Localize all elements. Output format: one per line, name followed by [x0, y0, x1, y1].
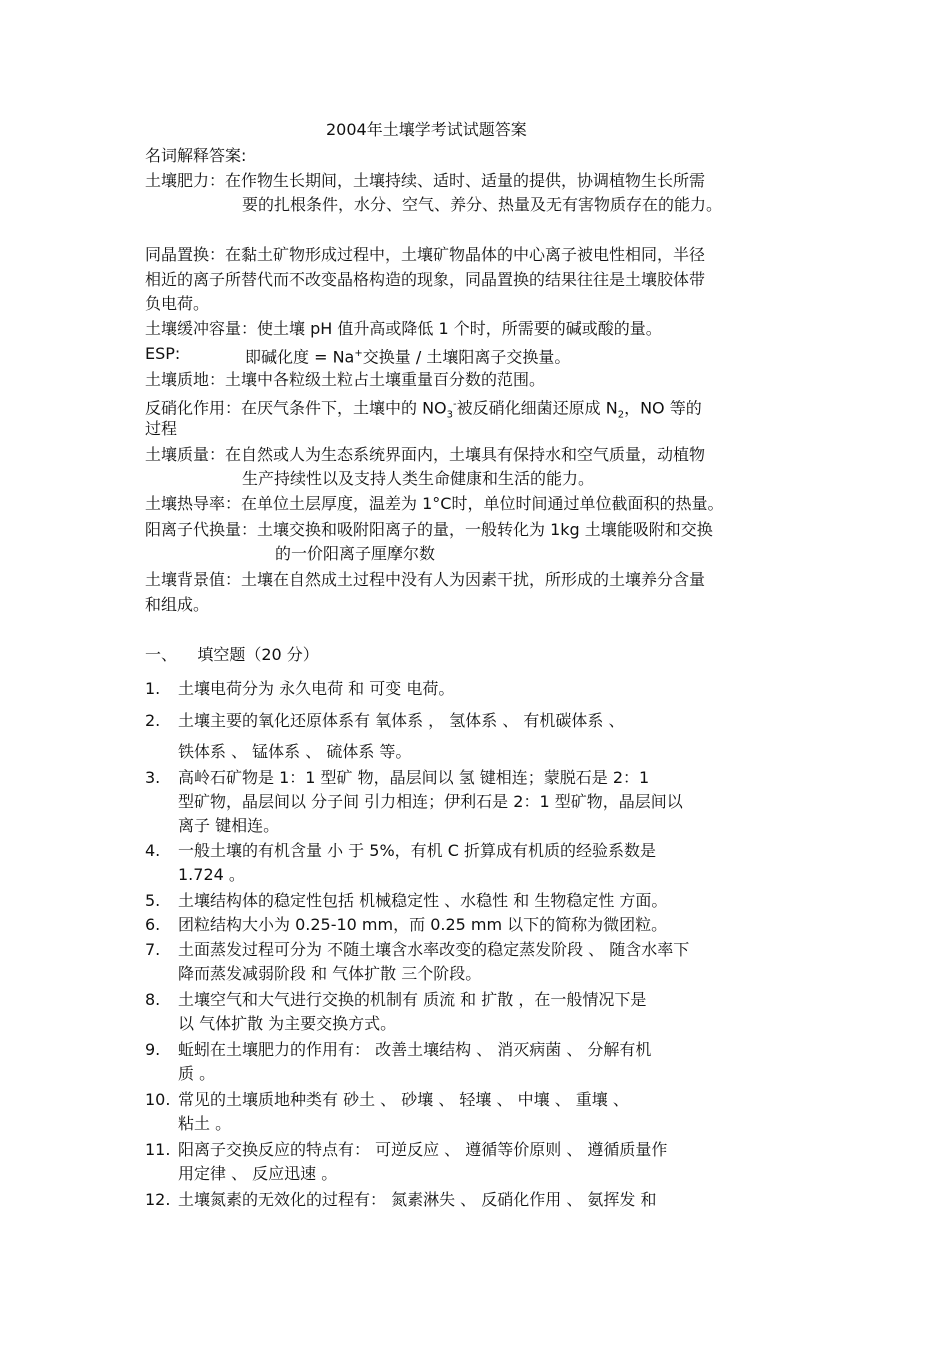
question-line: 常见的土壤质地种类有 砂土 、 砂壤 、 轻壤 、 中壤 、 重壤 、 [178, 1090, 629, 1109]
definition-line: 土壤肥力：在作物生长期间，土壤持续、适时、适量的提供，协调植物生长所需 [145, 171, 706, 190]
definition-line: 土壤背景值：土壤在自然成土过程中没有人为因素干扰，所形成的土壤养分含量 [145, 570, 706, 589]
question-line: 土壤电荷分为 永久电荷 和 可变 电荷。 [178, 679, 455, 698]
question-number: 5. [145, 891, 161, 910]
esp-label: ESP: [145, 344, 181, 363]
question-number: 11. [145, 1140, 171, 1159]
question-line: 型矿物，晶层间以 分子间 引力相连；伊利石是 2：1 型矿物，晶层间以 [178, 792, 683, 811]
definition-line: 生产持续性以及支持人类生命健康和生活的能力。 [242, 469, 595, 488]
definition-line: 阳离子代换量：土壤交换和吸附阳离子的量，一般转化为 1kg 土壤能吸附和交换 [145, 520, 713, 539]
definition-line: 反硝化作用：在厌气条件下，土壤中的 $NO_3^-$被反硝化细菌还原成 $N_2$，NO 等的 [145, 398, 702, 421]
question-number: 2. [145, 711, 161, 730]
definition-line: 土壤质地：土壤中各粒级土粒占土壤重量百分数的范围。 [145, 370, 546, 389]
question-line: 高岭石矿物是 1：1 型矿 物，晶层间以 氢 键相连；蒙脱石是 2：1 [178, 768, 650, 787]
definition-line: 要的扎根条件，水分、空气、养分、热量及无有害物质存在的能力。 [242, 195, 723, 214]
section-heading: 一、 填空题（20 分） [145, 645, 319, 664]
question-line: 土壤空气和大气进行交换的机制有 质流 和 扩散 ，在一般情况下是 [178, 990, 647, 1009]
question-number: 8. [145, 990, 161, 1009]
question-line: 一般土壤的有机含量 小 于 5%，有机 C 折算成有机质的经验系数是 [178, 841, 656, 860]
question-number: 9. [145, 1040, 161, 1059]
question-line: 铁体系 、 锰体系 、 硫体系 等。 [178, 742, 412, 761]
question-line: 用定律 、 反应迅速 。 [178, 1164, 338, 1183]
question-number: 12. [145, 1190, 171, 1209]
esp-definition: 即碱化度 = Na+交换量 / 土壤阳离子交换量。 [245, 347, 571, 367]
definition-line: 和组成。 [145, 595, 210, 614]
definition-line: 相近的离子所替代而不改变晶格构造的现象，同晶置换的结果往往是土壤胶体带 [145, 270, 706, 289]
definition-line: 土壤缓冲容量：使土壤 pH 值升高或降低 1 个时，所需要的碱或酸的量。 [145, 319, 662, 338]
question-line: 土壤氮素的无效化的过程有： 氮素淋失 、 反硝化作用 、 氨挥发 和 [178, 1190, 657, 1209]
question-line: 质 。 [178, 1064, 216, 1083]
question-number: 10. [145, 1090, 171, 1109]
definitions-heading: 名词解释答案: [145, 146, 247, 165]
definition-line: 土壤热导率：在单位土层厚度，温差为 1°C时，单位时间通过单位截面积的热量。 [145, 494, 724, 513]
question-number: 3. [145, 768, 161, 787]
question-line: 离子 键相连。 [178, 816, 280, 835]
definition-line: 的一价阳离子厘摩尔数 [275, 544, 436, 563]
question-line: 粘土 。 [178, 1114, 232, 1133]
question-line: 蚯蚓在土壤肥力的作用有： 改善土壤结构 、 消灭病菌 、 分解有机 [178, 1040, 652, 1059]
question-line: 土壤结构体的稳定性包括 机械稳定性 、水稳性 和 生物稳定性 方面。 [178, 891, 668, 910]
question-line: 阳离子交换反应的特点有： 可逆反应 、 遵循等价原则 、 遵循质量作 [178, 1140, 668, 1159]
question-line: 1.724 。 [178, 865, 245, 884]
definition-line: 过程 [145, 419, 178, 438]
question-line: 降而蒸发减弱阶段 和 气体扩散 三个阶段。 [178, 964, 482, 983]
question-number: 7. [145, 940, 161, 959]
question-line: 以 气体扩散 为主要交换方式。 [178, 1014, 397, 1033]
definition-line: 同晶置换：在黏土矿物形成过程中，土壤矿物晶体的中心离子被电性相同，半径 [145, 245, 706, 264]
definition-line: 土壤质量：在自然或人为生态系统界面内，土壤具有保持水和空气质量，动植物 [145, 445, 706, 464]
question-number: 4. [145, 841, 161, 860]
page-title: 2004年土壤学考试试题答案 [326, 120, 527, 139]
question-number: 1. [145, 679, 161, 698]
question-line: 团粒结构大小为 0.25-10 mm，而 0.25 mm 以下的简称为微团粒。 [178, 915, 668, 934]
definition-line: 负电荷。 [145, 294, 210, 313]
question-line: 土面蒸发过程可分为 不随土壤含水率改变的稳定蒸发阶段 、 随含水率下 [178, 940, 690, 959]
question-line: 土壤主要的氧化还原体系有 氧体系 ， 氢体系 、 有机碳体系 、 [178, 711, 625, 730]
question-number: 6. [145, 915, 161, 934]
